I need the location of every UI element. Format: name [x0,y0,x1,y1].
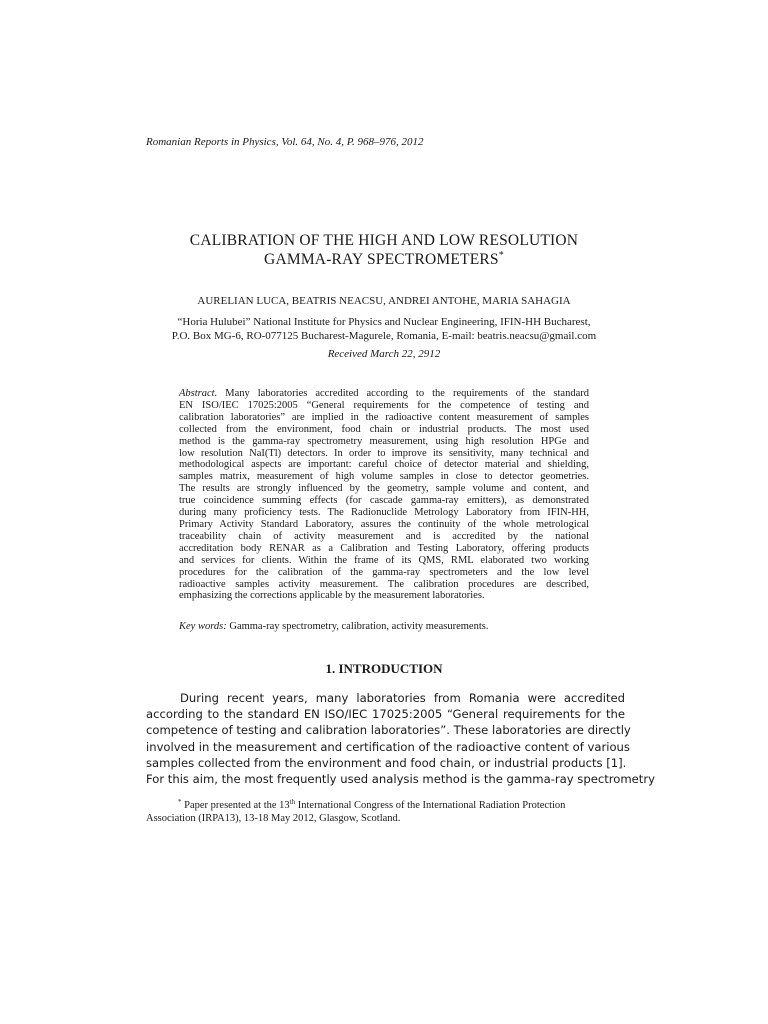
affiliation-line-1: “Horia Hulubei” National Institute for Physics and Nuclear Engineering, IFIN-HH Bucharest, [177,316,591,328]
abstract-label: Abstract. [179,388,218,399]
abstract-line: during many proficiency tests. The Radionuclide Metrology Laboratory from IFIN-HH, [179,507,589,519]
abstract-line: emphasizing the corrections applicable by the measurement laboratories. [179,590,485,602]
received-date: Received March 22, 2912 [327,348,441,360]
introduction-body [146,690,655,787]
abstract-line: method is the gamma-ray spectrometry measurement, using high resolution HPGe and [179,435,589,447]
title-footnote-marker[interactable]: * [498,250,504,261]
abstract-line: true coincidence summing effects (for cascade gamma-ray emitters), as demonstrated [179,495,589,507]
footnote [146,799,616,825]
abstract-line: The results are strongly influenced by the geometry, sample volume and content, and [179,483,589,495]
body-line: according to the standard EN ISO/IEC 17025:2005 “General requirements for the [146,707,625,722]
footnote-line: Association (IRPA13), 13-18 May 2012, Glasgow, Scotland. [146,813,401,824]
abstract-line: radioactive samples activity measurement. The calibration procedures are described, [179,578,589,590]
footnote-line: * Paper presented at the 13th International Congress of the International Radiation Protection [178,798,566,811]
abstract [179,388,589,602]
paper-title-line-2 [100,250,668,269]
affiliation-line-2: P.O. Box MG-6, RO-077125 Bucharest-Magurele, Romania, E-mail: beatris.neacsu@gmail.com [171,330,597,342]
abstract-line: samples matrix, measurement of high volume samples in close to detector geometries. [179,471,589,483]
keywords-text: Gamma-ray spectrometry, calibration, activity measurements. [229,621,489,632]
abstract-line: accreditation body RENAR as a Calibration and Testing Laboratory, offering products [179,542,589,554]
ordinal-superscript: th [289,798,296,806]
keywords [179,621,589,632]
footnote-marker: * [178,798,182,806]
abstract-line: traceability chain of activity measurement and is accredited by the national [179,530,589,542]
abstract-line: Abstract. Many laboratories accredited according to the requirements of the standard [179,388,589,399]
abstract-line: procedures for the calibration of the gamma-ray spectrometers and the low level [179,566,589,578]
abstract-line: collected from the environment, food chain or industrial products. The most used [179,423,589,435]
section-heading: 1. INTRODUCTION [325,661,443,676]
paper-title-line-1: CALIBRATION OF THE HIGH AND LOW RESOLUTION [189,232,579,249]
journal-citation: Romanian Reports in Physics, Vol. 64, No. 4, P. 968–976, 2012 [146,136,424,148]
abstract-line: low resolution NaI(Tl) detectors. In order to improve its sensitivity, many technical and [179,447,589,459]
body-line: competence of testing and calibration laboratories”. These laboratories are directly [146,723,631,738]
body-line: For this aim, the most frequently used analysis method is the gamma-ray spectrometry [146,772,655,787]
body-line: During recent years, many laboratories from Romania were accredited [180,691,625,705]
abstract-line: Primary Activity Standard Laboratory, assures the continuity of the whole metrological [179,518,589,530]
body-line: samples collected from the environment and food chain, or industrial products [1]. [146,755,627,770]
authors: AURELIAN LUCA, BEATRIS NEACSU, ANDREI ANTOHE, MARIA SAHAGIA [197,295,571,307]
keywords-label: Key words: [179,621,227,632]
abstract-line: EN ISO/IEC 17025:2005 “General requirements for the competence of testing and [179,399,589,411]
body-line: involved in the measurement and certification of the radioactive content of various [146,739,630,754]
abstract-line: methodological aspects are important: careful choice of detector material and shielding, [179,459,589,471]
abstract-line: and services for clients. Within the frame of its QMS, RML elaborated two working [179,554,589,566]
abstract-line: calibration laboratories” are implied in the radioactive content measurement of samples [179,411,589,423]
paper-title-text: GAMMA-RAY SPECTROMETERS [264,251,499,268]
